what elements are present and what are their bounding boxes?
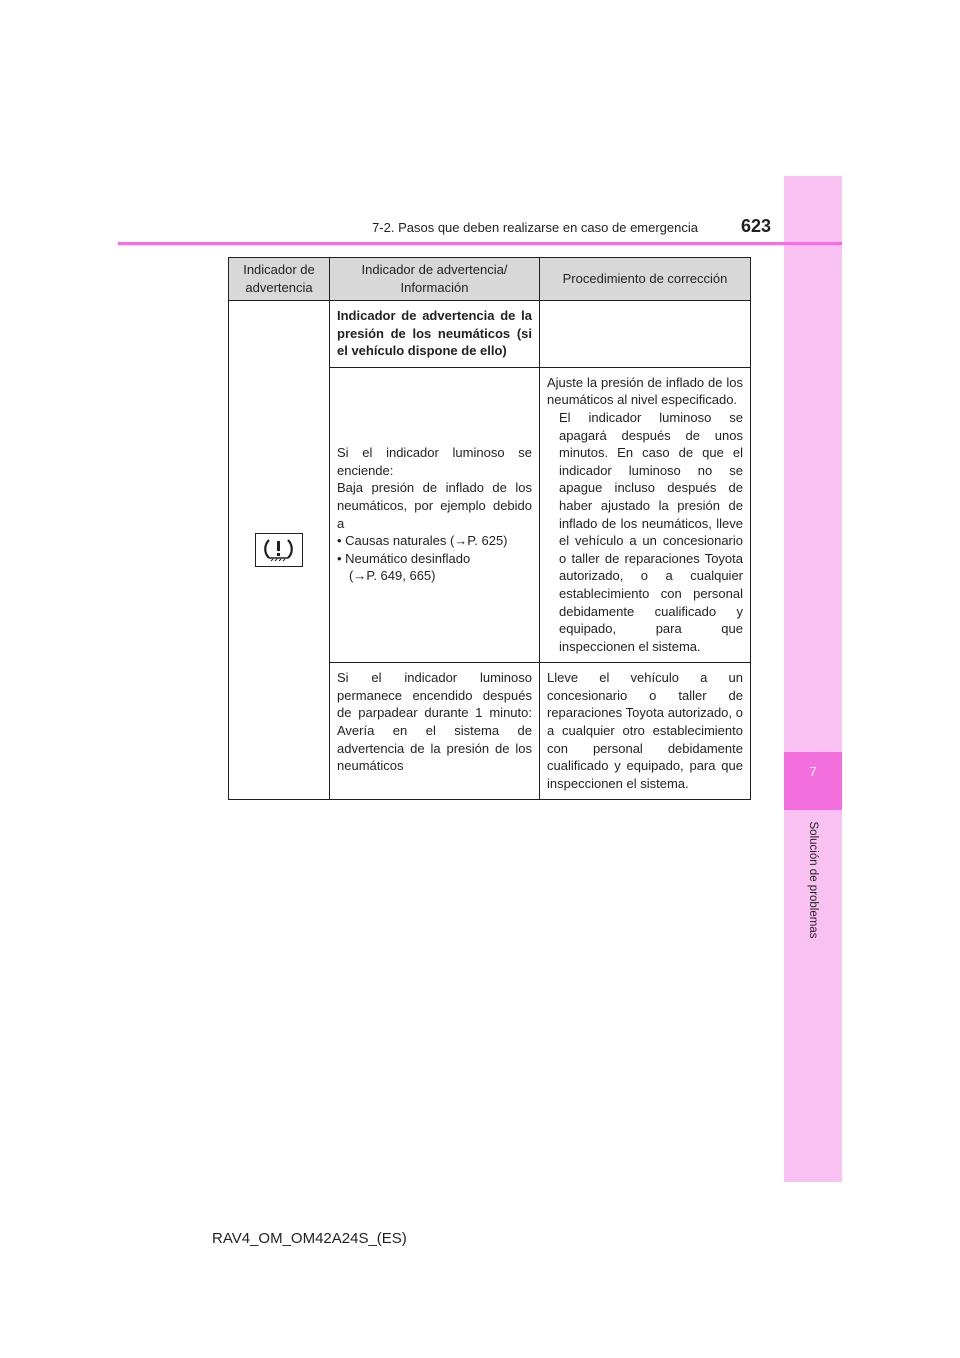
side-tab-chapter-marker [784, 752, 842, 810]
side-tab-chapter-number: 7 [809, 764, 817, 779]
table-row-title [229, 301, 751, 368]
procedure-adjust-pressure [540, 367, 751, 663]
header-procedure: Procedimiento de corrección [540, 258, 751, 301]
procedure-text: Ajuste la presión de inflado de los neumáticos al nivel especificado. [547, 374, 743, 408]
info-system-failure: Si el indicador luminoso permanece encendido después de parpadear durante 1 minuto: Avería en el sistema de advertencia de la presión de los neumáticos [330, 663, 540, 800]
title-procedure-empty [540, 301, 751, 368]
side-tab [784, 176, 842, 1182]
header-rule [118, 242, 842, 245]
info-low-pressure [330, 367, 540, 663]
header-warning-indicator: Indicador de advertencia [229, 258, 330, 301]
side-tab-label: Solución de problemas [807, 821, 819, 939]
document-code: RAV4_OM_OM42A24S_(ES) [212, 1230, 407, 1247]
info-intro: Si el indicador luminoso se enciende: [337, 445, 532, 478]
page-number: 623 [741, 216, 772, 236]
bullet-flat-tire-ref: (→P. 649, 665) [349, 568, 436, 584]
warning-title: Indicador de advertencia de la presión de los neumáticos (si el vehículo dispone de ello) [330, 301, 540, 368]
procedure-note: El indicador luminoso se apagará después de unos minutos. En caso de que el indicador luminoso no se apague incluso después de haber ajustado la presión de inflado de los neumáticos, lleve el vehículo a un concesionario o taller de reparaciones Toyota autorizado, o a cualquier establecimiento con personal debidamente cualificado y equipado, para que inspeccionen el sistema. [559, 409, 743, 654]
tire-pressure-warning-icon [255, 533, 303, 567]
icon-cell [229, 301, 330, 800]
bullet-flat-tire: • Neumático desinflado [337, 550, 471, 566]
info-detail: Baja presión de inflado de los neumáticos, por ejemplo debido a [337, 480, 532, 531]
bullet-natural-causes: • Causas naturales (→P. 625) [337, 533, 508, 549]
header-warning-info: Indicador de advertencia/ Información [330, 258, 540, 301]
table-header-row [229, 258, 751, 301]
section-title: 7-2. Pasos que deben realizarse en caso de emergencia [372, 220, 698, 235]
procedure-inspect-system: Lleve el vehículo a un concesionario o taller de reparaciones Toyota autorizado, o a cualquier otro establecimiento con personal debidamente cualificado y equipado, para que inspeccionen el sistema. [540, 663, 751, 800]
warning-table [228, 257, 751, 800]
